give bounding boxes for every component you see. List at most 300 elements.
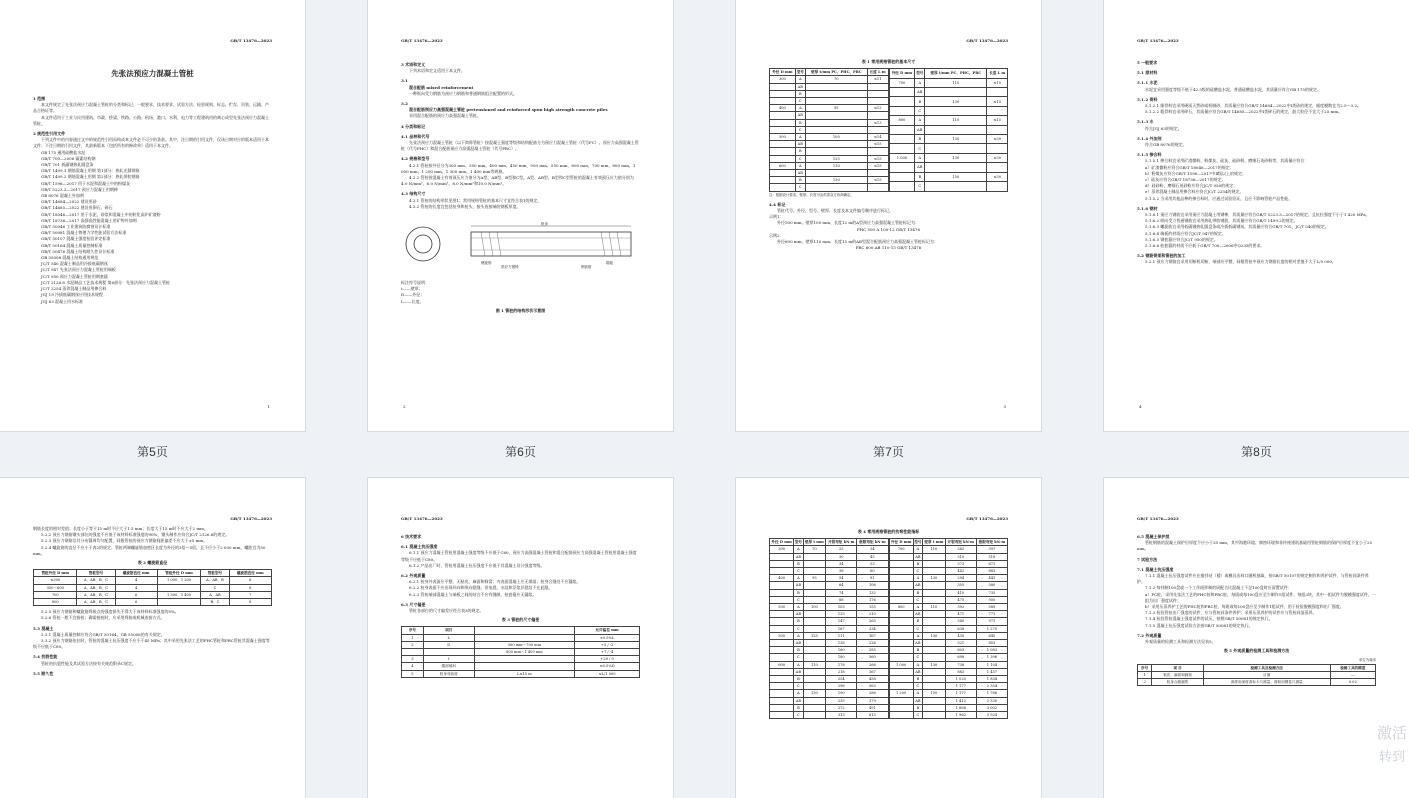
table-row — [889, 163, 1008, 172]
reference-item: JC/T 2254 蒸养混凝土制品用掺合料 — [41, 286, 107, 292]
reference-item: GB/T 50081 混凝土物理力学性能试验方法标准 — [41, 230, 127, 236]
table-cell: +5 / -2 — [575, 641, 640, 648]
reference-item: GB/T 50476 混凝土结构耐久性设计标准 — [41, 248, 115, 254]
subsection-heading: 6.1 混凝土抗压强度 — [401, 544, 438, 550]
table-cell — [889, 676, 913, 683]
subsection-heading: 6.2 外观质量 — [401, 573, 426, 579]
table-row — [34, 577, 272, 584]
table-cell: B — [915, 135, 925, 144]
table-cell — [923, 560, 946, 567]
table-row — [889, 690, 1008, 697]
table-row — [402, 663, 640, 670]
section-heading: 5 一般要求 — [1137, 60, 1158, 65]
table-cell — [889, 125, 915, 134]
paragraph: 5.2.3 预应力钢筋沿其分布圆周均匀配置，同根管桩的预应力钢筋间距偏差不应大于±5 mm。 — [41, 538, 208, 544]
document-page-9[interactable] — [0, 478, 305, 798]
table-header-cell — [474, 627, 575, 634]
reference-item: GB 55008 混凝土结构通用规范 — [41, 255, 99, 261]
table-cell: A — [795, 134, 805, 141]
table-cell: A — [913, 661, 922, 668]
table-cell: 285 — [857, 647, 888, 654]
table-cell: A — [915, 116, 925, 125]
table-row — [889, 568, 1008, 575]
table-cell: 313 — [826, 712, 857, 719]
term-title: 混合配筋预应力高强混凝土管桩 pretensioned and reinforced spun high strength concrete piles — [409, 107, 608, 113]
table-cell: 700 — [889, 78, 915, 87]
list-item: e）蒸养混凝土制品用掺合料应符合JC/T 2254的规定。 — [1145, 189, 1244, 195]
table-cell: 110 — [925, 116, 987, 125]
table-cell: 1 — [402, 634, 424, 641]
table-cell: 130 — [803, 690, 826, 697]
table-cell: A — [794, 690, 803, 697]
table-cell: 深度用深度游标卡尺测量；面积用钢卷尺测量 — [1203, 679, 1330, 686]
table-cell — [770, 582, 794, 589]
table-cell — [889, 712, 913, 719]
table-cell: 190 — [826, 690, 857, 697]
paragraph: 5.3.2 预应力钢筋张拉时，管桩的混凝土抗压强度不应小于45 MPa；其中采用先张法工艺的PHC管桩和PRC管桩其混凝土强度等级不应低于C80。 — [33, 638, 270, 650]
table-header-cell: 外径 D mm — [770, 69, 796, 76]
table-row — [889, 575, 1008, 582]
table-cell — [803, 712, 826, 719]
table-1-wrapper — [769, 68, 1008, 191]
table-cell — [889, 182, 915, 192]
table-cell: 254 — [826, 676, 857, 683]
table-cell: 6 — [115, 591, 157, 598]
table-cell: 2 — [402, 641, 424, 648]
reference-item: GB/T 1499.1 钢筋混凝土用钢 第1部分：热轧光圆钢筋 — [41, 168, 140, 174]
paragraph: 5.2.4 螺旋筋的直径不应小于表2的规定。管桩两端螺旋筋加密区长度为外径的3倍～5倍，且不应小于2 000 mm，螺距宜为50 mm。 — [33, 544, 266, 556]
paragraph: 6.1.1 预应力混凝土管桩用混凝土强度等级不应低于C60，预应力高强混凝土管桩和混合配筋预应力高强混凝土管桩用混凝土强度等级不应低于C80。 — [401, 550, 637, 562]
document-page-8[interactable] — [1104, 0, 1409, 431]
basic-dimensions-table-cont — [889, 68, 1009, 191]
table-row — [770, 98, 889, 105]
table-row — [889, 632, 1008, 639]
table-cell — [803, 589, 826, 596]
table-cell: AB — [915, 163, 925, 172]
table-cell — [923, 683, 946, 690]
table-row — [770, 546, 889, 553]
table-cell — [923, 611, 946, 618]
standard-number: GB/T 13476—2023 — [230, 516, 272, 521]
table-cell — [770, 668, 794, 675]
table-cell — [867, 112, 888, 119]
table-cell: ≤30 — [987, 172, 1008, 181]
table-cell: 30 — [826, 553, 857, 560]
table-row — [770, 647, 889, 654]
table-cell: ≤15 — [867, 155, 888, 162]
document-page-10[interactable] — [368, 478, 673, 798]
reference-item: JC/T 947 先张法预应力混凝土管桩用端板 — [41, 267, 116, 273]
section-heading: 1 范围 — [33, 96, 46, 101]
table-header-cell: 型号 — [794, 540, 803, 545]
table-row — [770, 119, 889, 126]
table-cell: C — [915, 106, 925, 115]
paragraph: 5.1.6.6 桩套箍的材质不应低于GB/T 700—2006中Q235的要求。 — [1145, 243, 1265, 249]
table-cell: 150 — [923, 690, 946, 697]
table-row — [889, 712, 1008, 719]
table-cell — [889, 697, 913, 704]
section-heading: 4 分类和标记 — [401, 123, 426, 129]
table-cell — [889, 575, 913, 582]
table-row — [889, 640, 1008, 647]
table-cell: 603 — [945, 647, 976, 654]
table-row — [889, 604, 1008, 611]
table-cell: ≤15 — [867, 162, 888, 169]
table-cell: 110 — [923, 604, 946, 611]
table-cell — [889, 640, 913, 647]
page-thumbnail-label[interactable]: 第7页 — [873, 445, 904, 459]
table-cell: 671 — [976, 560, 1007, 567]
table-cell: AB — [915, 88, 925, 97]
table-header-cell: 管桩型号 — [201, 570, 229, 577]
table-cell: 883 — [976, 568, 1007, 575]
paragraph: 符合JGJ 63的规定。 — [1145, 125, 1182, 131]
paragraph: 7.1.3 检验管桩出厂强度的试件，应与管桩同条件养护；采用压蒸养护的试件应与管桩同釜蒸养。 — [1145, 610, 1317, 616]
document-title: 先张法预应力混凝土管桩 — [111, 69, 194, 78]
table-cell: B — [913, 618, 922, 625]
table-cell: B — [794, 560, 803, 567]
table-row — [770, 654, 889, 661]
page-number: 2 — [403, 404, 406, 409]
table-cell — [803, 611, 826, 618]
table-cell — [889, 625, 913, 632]
table-cell — [770, 148, 796, 155]
table-cell: C — [794, 683, 803, 690]
table-caption: 表 3 管桩的尺寸偏差 — [501, 617, 540, 623]
table-cell — [889, 97, 915, 106]
table-cell: AB — [915, 125, 925, 134]
table-cell — [889, 618, 913, 625]
table-cell: 3 924 — [976, 712, 1007, 719]
reference-item: GB/T 701 低碳钢热轧圆盘条 — [41, 162, 94, 168]
table-cell: B — [913, 560, 922, 567]
table-cell: 638 — [945, 625, 976, 632]
table-cell: C — [913, 654, 922, 661]
table-cell: B — [795, 90, 805, 97]
table-cell: C — [201, 584, 229, 591]
table-row — [770, 668, 889, 675]
table-cell — [770, 83, 796, 90]
table-cell — [923, 668, 946, 675]
table-row — [770, 697, 889, 704]
table-row — [889, 106, 1008, 115]
table-row — [770, 676, 889, 683]
table-cell — [770, 683, 794, 690]
table-cell — [803, 704, 826, 711]
reference-item: GB/T 5223.3—2017 预应力混凝土用钢棒 — [41, 186, 118, 192]
table-cell: C — [795, 184, 805, 191]
table-cell: B — [915, 97, 925, 106]
page-thumbnail-label[interactable]: 第6页 — [505, 445, 536, 459]
table-cell — [803, 676, 826, 683]
table-cell — [803, 647, 826, 654]
table-row — [889, 582, 1008, 589]
table-cell — [770, 119, 796, 126]
table-cell — [805, 98, 867, 105]
table-row — [889, 153, 1008, 162]
table-cell: 3 002 — [976, 704, 1007, 711]
table-cell: 397 — [976, 546, 1007, 553]
table-cell — [157, 599, 200, 606]
section-heading: 6 技术要求 — [401, 534, 422, 539]
table-cell: L — [423, 634, 474, 641]
table-cell: 518 — [976, 553, 1007, 560]
table-cell: 771 — [976, 611, 1007, 618]
table-cell — [770, 647, 794, 654]
table-cell: 1 000 — [889, 661, 913, 668]
table-cell: 1 412 — [945, 697, 976, 704]
table-cell: 150 — [925, 172, 987, 181]
table-row — [889, 596, 1008, 603]
table-header-cell: 允许偏差 mm — [575, 627, 640, 634]
table-row — [889, 618, 1008, 625]
table-cell: 目测 — [1203, 671, 1330, 678]
table-cell: ≤14 — [867, 134, 888, 141]
table-header-cell: 外径 D mm — [889, 69, 915, 78]
figure-label: 螺旋筋 — [481, 261, 492, 266]
table-cell: C — [915, 182, 925, 192]
table-cell: 310 — [945, 553, 976, 560]
table-header-row — [889, 539, 1008, 546]
table-row — [402, 649, 640, 656]
table-cell: 563 — [857, 683, 888, 690]
table-cell: ≤13 — [867, 119, 888, 126]
page-body — [401, 58, 640, 317]
table-cell: 147 — [826, 618, 857, 625]
table-cell: C — [795, 126, 805, 133]
document-page-7[interactable] — [736, 0, 1041, 431]
table-cell — [889, 611, 913, 618]
subsection-heading: 4.3 结构尺寸 — [401, 191, 426, 197]
document-page-11[interactable] — [736, 478, 1041, 798]
table-header-cell: 型号 — [914, 540, 922, 545]
table-cell: A — [913, 604, 922, 611]
standard-number: GB/T 13476—2023 — [401, 38, 443, 43]
table-caption: 表 2 螺旋筋直径 — [137, 560, 168, 566]
table-row — [770, 148, 889, 155]
table-row — [770, 618, 889, 625]
standard-number: GB/T 13476—2023 — [1137, 516, 1179, 521]
table-cell — [803, 553, 826, 560]
table-cell: 700 — [889, 546, 913, 553]
table-cell — [889, 596, 913, 603]
figure-label: 桩身 — [541, 222, 548, 227]
table-cell: 60 — [857, 568, 888, 575]
appearance-check-table — [1137, 664, 1376, 687]
document-page-6[interactable] — [368, 0, 673, 431]
page-thumbnail-label[interactable]: 第5页 — [137, 445, 168, 459]
table-row — [770, 141, 889, 148]
table-cell: 265 — [857, 618, 888, 625]
document-page-12[interactable] — [1104, 478, 1409, 798]
table-cell: D — [423, 641, 474, 648]
table-cell — [770, 170, 796, 177]
table-cell: 645 — [976, 632, 1007, 639]
example-mark: PHC 500 A 100-12 GB/T 13476 — [856, 226, 921, 232]
table-cell: C — [794, 712, 803, 719]
table-cell — [889, 589, 913, 596]
table-cell — [867, 126, 888, 133]
table-cell: 1 200 — [889, 690, 913, 697]
document-page-5[interactable] — [0, 0, 305, 431]
table-cell: 400 — [770, 575, 794, 582]
table-cell: 34 — [826, 560, 857, 567]
table-cell: A、AB、B — [201, 577, 229, 584]
table-row — [34, 599, 272, 606]
table-cell: AB — [913, 611, 922, 618]
paragraph: 7.1.2 每拌制100盘或一个工作班拌制的同配合比混凝土不足100盘时应留置试件： — [1145, 585, 1292, 591]
table-cell — [770, 155, 796, 162]
table-cell — [889, 632, 913, 639]
table-cell: 端部倾斜 — [423, 663, 474, 670]
table-row — [770, 640, 889, 647]
page-thumbnail-label[interactable]: 第8页 — [1241, 445, 1272, 459]
paragraph: 管桩的抗裂性能及其试验方法按有关规范附录C规定。 — [41, 660, 137, 666]
table-row — [770, 704, 889, 711]
table-cell: 334 — [857, 625, 888, 632]
table-cell — [889, 144, 915, 153]
subsection-heading: 4.4 标记 — [769, 201, 786, 207]
table-row — [770, 596, 889, 603]
table-cell: B — [913, 589, 922, 596]
table-cell: C — [794, 654, 803, 661]
pile-diagram — [401, 216, 640, 278]
figure-legend: 标注符号说明： — [401, 280, 429, 286]
table-cell — [805, 119, 867, 126]
table-cell: 296 — [826, 683, 857, 690]
spiral-bar-table — [33, 569, 272, 606]
table-cell: 38 — [826, 568, 857, 575]
table-header-cell: 壁厚 t/mm PC、PHC、PRC — [805, 69, 867, 76]
example-text: 外径600 mm、壁厚110 mm、长度15 m的AB型混合配筋预应力高强混凝土管桩标记为： — [777, 239, 938, 245]
section-heading: 2 规范性引用文件 — [33, 131, 66, 137]
paragraph: 符合GB 8076的规定。 — [1145, 142, 1187, 148]
page-body — [1137, 56, 1376, 266]
table-cell — [803, 654, 826, 661]
table-cell — [925, 88, 987, 97]
table-cell: C — [795, 155, 805, 162]
paragraph: 6.2.1 桩身外表面应平整、无粘皮、麻面和蜂窝；内表面混凝土应无塌落；桩身合缝处不应漏浆。 — [409, 579, 581, 585]
table-caption: 表 1 常用规格管桩的基本尺寸 — [861, 59, 916, 64]
list-item: b）采用压蒸养护工艺的PHC桩和PRC桩，每班或每100盘应至少制作1组试件，用于检验脱模强度和出厂强度。 — [1145, 604, 1344, 610]
table-row — [1138, 671, 1376, 678]
table-cell — [474, 656, 575, 663]
paragraph: 5.1.6.3 螺旋筋宜采用低碳钢热轧圆盘条或冷拔低碳钢丝，其质量应符合GB/T 701、JC/T 540的规定。 — [1145, 224, 1329, 230]
table-header-cell: 检测工具及检测方法 — [1203, 664, 1330, 671]
table-cell: 1 000、1 200 — [157, 577, 200, 584]
table-cell: 110 — [805, 162, 867, 169]
table-cell: 589 — [976, 604, 1007, 611]
list-item: a）PC桩，采用先张法工艺的PHC桩和PRC桩，每班或每100盘应至少制作1组试件，每组3块，其中一组试件为脱模强度试件，一组为出厂强度试件； — [1145, 591, 1376, 603]
table-cell: 100 — [805, 134, 867, 141]
figure-label: 预应力钢棒 — [501, 265, 519, 270]
table-cell — [889, 704, 913, 711]
table-cell — [803, 625, 826, 632]
table-header-cell: 外径 D mm — [771, 540, 792, 545]
table-cell: 130 — [923, 632, 946, 639]
table-header-cell: 项 目 — [1152, 664, 1204, 671]
table-cell: 81 — [857, 575, 888, 582]
table-row — [889, 560, 1008, 567]
list-item: b）粉煤灰应符合GB/T 1596—2017中Ⅱ级以上的规定； — [1145, 170, 1247, 176]
table-cell — [474, 634, 575, 641]
table-cell: 800 — [889, 604, 913, 611]
table-cell: AB — [794, 611, 803, 618]
table-cell — [889, 88, 915, 97]
table-cell — [402, 649, 424, 656]
table-cell: 226 — [857, 640, 888, 647]
table-cell: A — [915, 153, 925, 162]
table-cell: 500 — [770, 604, 794, 611]
reference-item: JC/T 2126.6 水泥制品工艺技术规程 第6部分：先张法预应力混凝土管桩 — [41, 279, 171, 285]
paragraph: 5.1.5.1 掺合料宜采用矿渣微粉、粉煤灰、硅灰、硅砂粉、磨细石英砂粉等，其质量应符合： — [1145, 158, 1309, 164]
table-cell: AB — [794, 582, 803, 589]
subsection-heading: 6.3 尺寸偏差 — [401, 601, 426, 607]
bending-performance-table-cont — [889, 538, 1009, 719]
table-cell: 110 — [803, 661, 826, 668]
table-cell: AB — [795, 141, 805, 148]
table-header-cell: 检测工具的精度 — [1330, 664, 1375, 671]
term-number: 3.1 — [401, 78, 408, 84]
table-row — [889, 546, 1008, 553]
table-cell: A — [794, 604, 803, 611]
table-cell — [987, 106, 1008, 115]
table-cell: 853 — [976, 640, 1007, 647]
list-item: c）硅灰应符合GB/T 18736—2017的规定； — [1145, 177, 1226, 183]
table-cell: 2 354 — [976, 683, 1007, 690]
paragraph: 7.1.5 混凝土抗压强度试验方法按GB/T 50081的规定执行。 — [1145, 622, 1253, 628]
table-cell: B — [913, 704, 922, 711]
table-row — [770, 575, 889, 582]
table-cell: 1 000 — [889, 153, 915, 162]
reference-item: GB 8076 混凝土外加剂 — [41, 193, 84, 199]
paragraph: 7.1.4 检验管桩混凝土强度试件的试压，按照GB/T 50081的规定执行。 — [1145, 616, 1273, 622]
table-cell — [805, 83, 867, 90]
table-row — [770, 683, 889, 690]
table-cell: 167 — [857, 632, 888, 639]
example-mark: PRC 600 AB 110-15 GB/T 13476 — [855, 245, 922, 251]
table-cell: B — [913, 647, 922, 654]
table-cell: ≤15 — [987, 97, 1008, 106]
table-cell — [889, 683, 913, 690]
table-cell — [923, 712, 946, 719]
reference-item: GB/T 50046 工业建筑防腐蚀设计标准 — [41, 224, 111, 230]
table-row — [889, 647, 1008, 654]
table-cell: 367 — [857, 668, 888, 675]
table-cell: 110 — [925, 78, 987, 87]
table-cell: 471 — [945, 611, 976, 618]
reference-item: GB/T 700—2006 碳素结构钢 — [41, 155, 96, 161]
list-item: d）硅砂粉、磨细石英砂粉应符合JC/T 950的规定； — [1145, 183, 1238, 189]
table-cell — [770, 625, 794, 632]
table-cell: A — [915, 78, 925, 87]
paragraph: 下列术语和定义适用于本文件。 — [409, 68, 465, 74]
table-cell: 1 275 — [976, 625, 1007, 632]
paragraph: 5.2.5 预应力钢筋和螺旋筋焊接点的强度损失不得大于该材料标准强度的5%。 — [41, 609, 179, 615]
table-cell: ≤15 — [867, 141, 888, 148]
table-header-cell: 长度 L m — [867, 69, 888, 76]
table-cell: 0.02 — [1330, 679, 1375, 686]
table-cell: ≤300 — [34, 577, 77, 584]
table-cell: 粘皮、麻面和蜂窝 — [1152, 671, 1204, 678]
table-cell — [805, 184, 867, 191]
table-cell: A — [795, 76, 805, 83]
table-cell: AB — [913, 668, 922, 675]
table-cell: ≤0.5%D — [575, 663, 640, 670]
table-row — [889, 683, 1008, 690]
table-cell: 300 — [770, 546, 794, 553]
subsection-heading: 4.1 品种和代号 — [401, 133, 430, 139]
